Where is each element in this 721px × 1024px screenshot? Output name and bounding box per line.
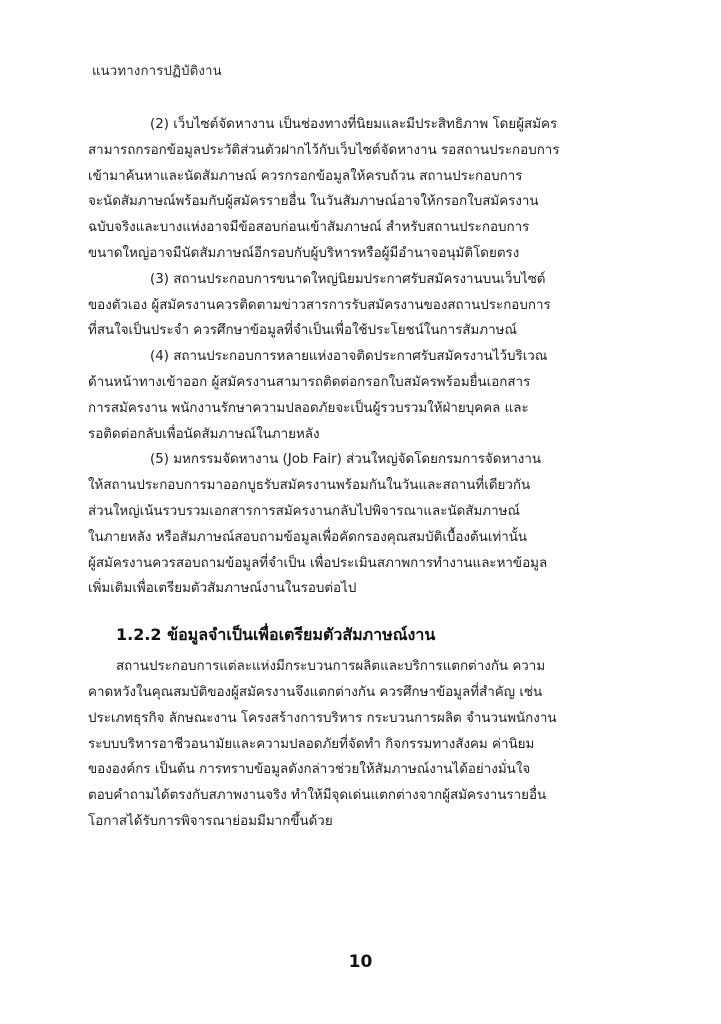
text-line: ให้สถานประกอบการมาออกบูธรับสมัครงานพร้อมกันในวันและสถานที่เดียวกัน — [88, 478, 531, 494]
text-line: จะนัดสัมภาษณ์พร้อมกับผู้สมัครรายอื่น ในวันสัมภาษณ์อาจให้กรอกใบสมัครงาน — [88, 194, 539, 210]
body-text — [88, 112, 618, 835]
text-line: ประเภทธุรกิจ ลักษณะงาน โครงสร้างการบริหาร กระบวนการผลิต จำนวนพนักงาน — [88, 710, 557, 726]
text-line: ของตัวเอง ผู้สมัครงานควรติดตามข่าวสารการรับสมัครงานของสถานประกอบการ — [88, 297, 551, 313]
paragraph-item-5 — [88, 447, 618, 602]
paragraph-item-4 — [88, 344, 618, 447]
text-line: คาดหวังในคุณสมบัติของผู้สมัครงานจึงแตกต่างกัน ควรศึกษาข้อมูลที่สำคัญ เช่น — [88, 684, 543, 700]
text-line: ด้านหน้าทางเข้าออก ผู้สมัครงานสามารถติดต่อกรอกใบสมัครพร้อมยื่นเอกสาร — [88, 374, 531, 390]
paragraph-item-3 — [88, 267, 618, 344]
text-line: ที่สนใจเป็นประจำ ควรศึกษาข้อมูลที่จำเป็นเพื่อใช้ประโยชน์ในการสัมภาษณ์ — [88, 323, 517, 339]
text-line: ผู้สมัครงานควรสอบถามข้อมูลที่จำเป็น เพื่อประเมินสภาพการทำงานและหาข้อมูล — [88, 555, 548, 571]
text-line: ขององค์กร เป็นต้น การทราบข้อมูลดังกล่าวช่วยให้สัมภาษณ์งานได้อย่างมั่นใจ — [88, 762, 531, 778]
text-line: สามารถกรอกข้อมูลประวัติส่วนตัวฝากไว้กับเว็บไซต์จัดหางาน รอสถานประกอบการ — [88, 142, 560, 158]
text-line: (5) มหกรรมจัดหางาน (Job Fair) ส่วนใหญ่จัดโดยกรมการจัดหางาน — [150, 452, 542, 468]
text-line: สถานประกอบการแต่ละแห่งมีกระบวนการผลิตและบริการแตกต่างกัน ความ — [116, 659, 546, 675]
text-line: (4) สถานประกอบการหลายแห่งอาจติดประกาศรับสมัครงานไว้บริเวณ — [150, 349, 548, 365]
page-number: 10 — [348, 952, 373, 972]
text-line: การสมัครงาน พนักงานรักษาความปลอดภัยจะเป็นผู้รวบรวมให้ฝ่ายบุคคล และ — [88, 400, 529, 416]
section-paragraph — [88, 654, 618, 835]
text-line: (2) เว็บไซต์จัดหางาน เป็นช่องทางที่นิยมและมีประสิทธิภาพ โดยผู้สมัคร — [150, 117, 558, 132]
text-line: เข้ามาค้นหาและนัดสัมภาษณ์ ควรกรอกข้อมูลให้ครบถ้วน สถานประกอบการ — [88, 168, 523, 184]
section-heading: 1.2.2 ข้อมูลจำเป็นเพื่อเตรียมตัวสัมภาษณ์งาน — [116, 625, 436, 645]
text-line: รอติดต่อกลับเพื่อนัดสัมภาษณ์ในภายหลัง — [88, 426, 320, 442]
paragraph-item-2 — [88, 112, 618, 267]
text-line: ส่วนใหญ่เน้นรวบรวมเอกสารการสมัครงานกลับไปพิจารณาและนัดสัมภาษณ์ — [88, 503, 520, 519]
text-line: เพิ่มเติมเพื่อเตรียมตัวสัมภาษณ์งานในรอบต่อไป — [88, 581, 357, 597]
text-line: ตอบคำถามได้ตรงกับสภาพงานจริง ทำให้มีจุดเด่นแตกต่างจากผู้สมัครงานรายอื่น — [88, 788, 547, 804]
text-line: ขนาดใหญ่อาจมีนัดสัมภาษณ์อีกรอบกับผู้บริหารหรือผู้มีอำนาจอนุมัติโดยตรง — [88, 245, 520, 261]
text-line: (3) สถานประกอบการขนาดใหญ่นิยมประกาศรับสมัครงานบนเว็บไซต์ — [150, 271, 546, 287]
text-line: ในภายหลัง หรือสัมภาษณ์สอบถามข้อมูลเพื่อคัดกรองคุณสมบัติเบื้องต้นเท่านั้น — [88, 529, 528, 545]
text-line: ระบบบริหารอาชีวอนามัยและความปลอดภัยที่จัดทำ กิจกรรมทางสังคม ค่านิยม — [88, 736, 535, 752]
text-line: โอกาสได้รับการพิจารณาย่อมมีมากขึ้นด้วย — [88, 813, 333, 829]
running-header: แนวทางการปฏิบัติงาน — [92, 64, 222, 79]
text-line: ฉบับจริงและบางแห่งอาจมีข้อสอบก่อนเข้าสัมภาษณ์ สำหรับสถานประกอบการ — [88, 220, 530, 236]
